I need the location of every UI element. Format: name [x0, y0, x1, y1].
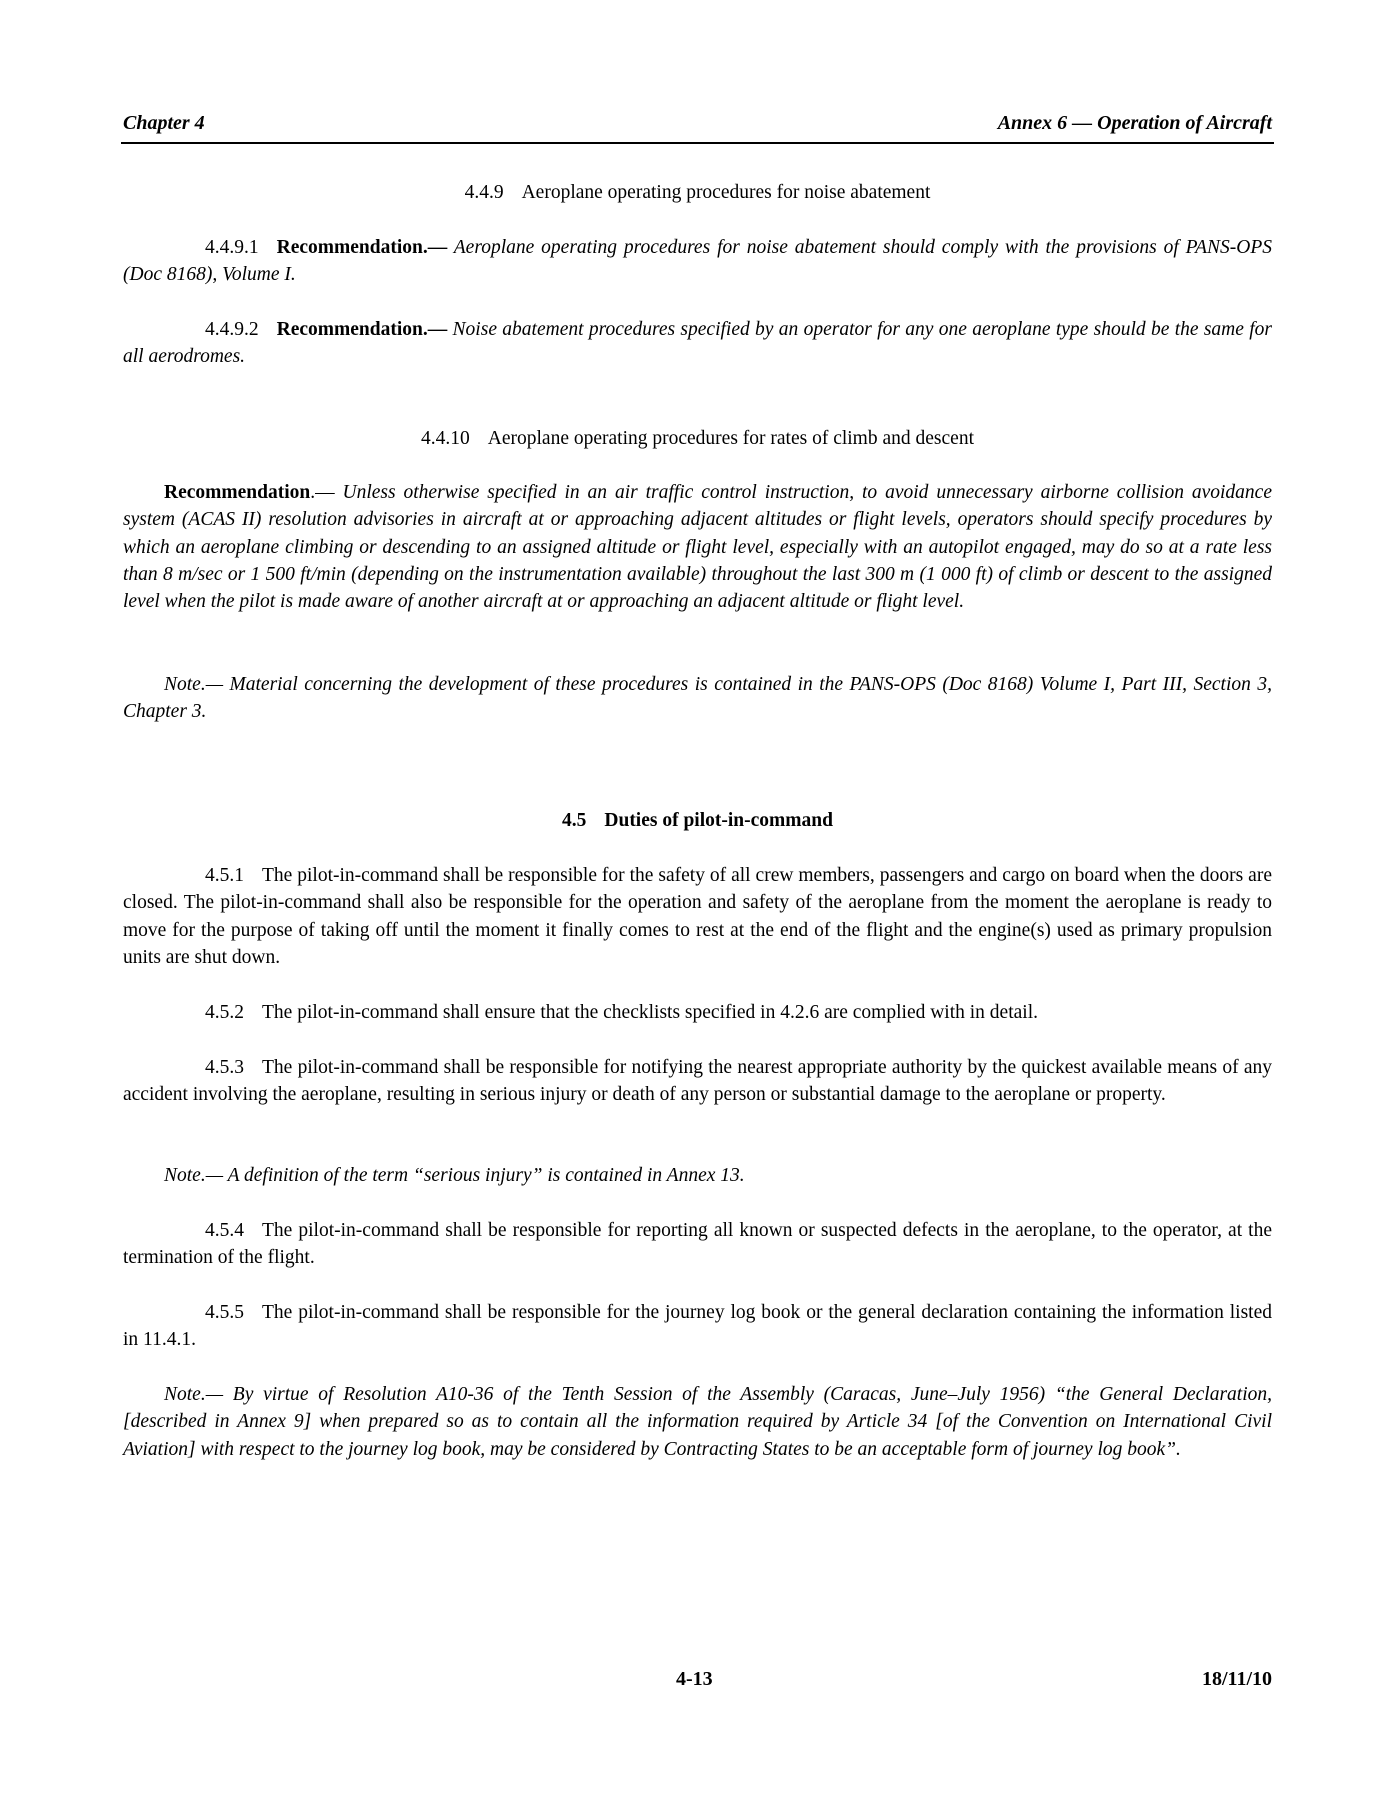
paragraph-text: Aeroplane operating procedures for noise abatement should comply with the provisions of PANS-OPS (Doc 8168), Volume I. [123, 237, 1272, 286]
paragraph-number: 4.4.9.2 [205, 319, 259, 340]
footer-date: 18/11/10 [1201, 1668, 1272, 1690]
note-text: Note.— Material concerning the development of these procedures is contained in the PANS-OPS (Doc 8168) Volume I, Part III, Section 3, Chapter 3. [123, 674, 1272, 723]
paragraph-text: The pilot-in-command shall be responsible for reporting all known or suspected defects in the aeroplane, to the operator, at the termination of the flight. [123, 1220, 1272, 1269]
header-chapter: Chapter 4 [123, 112, 205, 134]
section-number: 4.4.10 [421, 428, 470, 449]
paragraph-4-5-4 [123, 1217, 1272, 1272]
section-number: 4.4.9 [464, 182, 504, 203]
note-4-5-5 [123, 1381, 1272, 1463]
paragraph-number: 4.5.2 [205, 1002, 244, 1023]
paragraph-text: The pilot-in-command shall be responsible for notifying the nearest appropriate authority by the quickest available means of any accident involving the aeroplane, resulting in serious injury or death of any person or substantial damage to the aeroplane or property. [123, 1057, 1272, 1106]
note-text: Note.— A definition of the term “serious injury” is contained in Annex 13. [164, 1165, 745, 1186]
paragraph-4-5-3 [123, 1054, 1272, 1109]
paragraph-text: The pilot-in-command shall be responsible for the safety of all crew members, passengers and cargo on board when the doors are closed. The pilot-in-command shall also be responsible for the operation and safety of the aeroplane from the moment the aeroplane is ready to move for the purpose of taking off until the moment it finally comes to rest at the end of the flight and the engine(s) used as primary propulsion units are shut down. [123, 865, 1272, 968]
heading-4-5 [123, 807, 1272, 834]
paragraph-number: 4.5.1 [205, 865, 244, 886]
paragraph-4-4-9-1 [123, 234, 1272, 289]
note-4-4-10 [123, 671, 1272, 726]
paragraph-4-5-1 [123, 862, 1272, 971]
note-text: Note.— By virtue of Resolution A10-36 of the Tenth Session of the Assembly (Caracas, June–July 1956) “the General Declaration, [described in Annex 9] when prepared so as to contain all the information required by Article 34 [of the Convention on International Civil Aviation] with respect to the journey log book, may be considered by Contracting States to be an acceptable form of journey log book”. [123, 1384, 1272, 1460]
header-rule [121, 142, 1274, 144]
note-4-5-3 [123, 1162, 1272, 1189]
paragraph-number: 4.5.5 [205, 1302, 244, 1323]
paragraph-4-4-10 [123, 479, 1272, 615]
section-title: Duties of pilot-in-command [604, 810, 833, 831]
paragraph-4-4-9-2 [123, 316, 1272, 371]
recommendation-label: Recommendation.— [276, 319, 448, 340]
recommendation-label: Recommendation.— [276, 237, 448, 258]
paragraph-text: The pilot-in-command shall be responsible for the journey log book or the general declaration containing the information listed in 11.4.1. [123, 1302, 1272, 1351]
paragraph-number: 4.4.9.1 [205, 237, 259, 258]
recommendation-label: Recommendation [164, 482, 311, 503]
paragraph-text: Noise abatement procedures specified by an operator for any one aeroplane type should be the same for all aerodromes. [123, 319, 1272, 368]
paragraph-4-5-5 [123, 1299, 1272, 1354]
paragraph-text: Unless otherwise specified in an air traffic control instruction, to avoid unnecessary airborne collision avoidance system (ACAS II) resolution advisories in aircraft at or approaching adjacent altitudes or flight levels, operators should specify procedures by which an aeroplane climbing or descending to an assigned altitude or flight level, especially with an autopilot engaged, may do so at a rate less than 8 m/sec or 1 500 ft/min (depending on the instrumentation available) throughout the last 300 m (1 000 ft) of climb or descent to the assigned level when the pilot is made aware of another aircraft at or approaching an adjacent altitude or flight level. [123, 482, 1272, 613]
heading-4-4-10 [123, 425, 1272, 452]
section-title: Aeroplane operating procedures for rates of climb and descent [487, 428, 974, 449]
page-number: 4-13 [676, 1668, 713, 1690]
paragraph-text: The pilot-in-command shall ensure that the checklists specified in 4.2.6 are complied with in detail. [262, 1002, 1038, 1023]
dash: .— [310, 482, 335, 503]
heading-4-4-9 [123, 179, 1272, 206]
paragraph-number: 4.5.4 [205, 1220, 244, 1241]
section-title: Aeroplane operating procedures for noise abatement [521, 182, 931, 203]
paragraph-4-5-2 [123, 999, 1272, 1026]
section-number: 4.5 [562, 810, 587, 831]
header-annex-title: Annex 6 — Operation of Aircraft [997, 112, 1272, 134]
paragraph-number: 4.5.3 [205, 1057, 244, 1078]
